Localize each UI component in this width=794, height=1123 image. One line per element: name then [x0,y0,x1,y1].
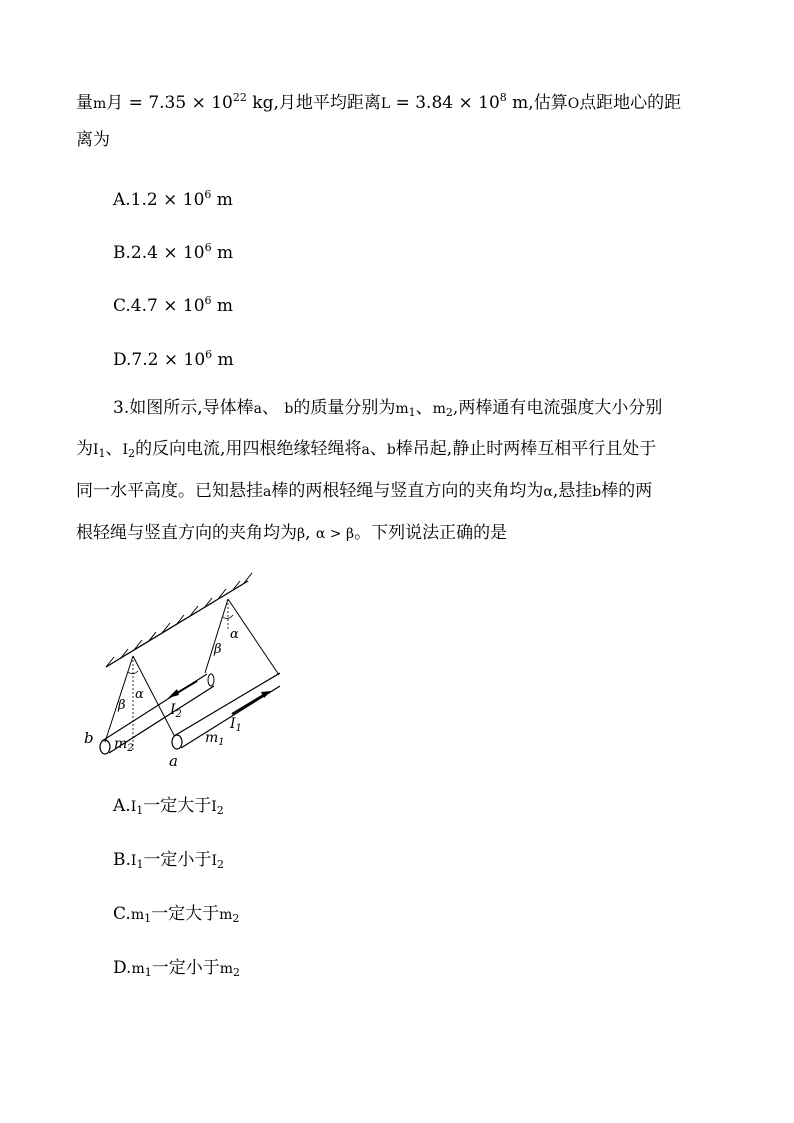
q2-option-c[interactable]: $C.4.7 \times 10^6$ m [113,294,234,316]
q2-stem-line-2: 离为 [76,130,110,150]
label-a: a [169,752,178,770]
q3-option-a[interactable]: $A.I_1$一定大于$I_2$ [113,796,224,817]
label-m1: $m_1$ [205,730,225,748]
rod-a [172,673,280,749]
q3-option-d[interactable]: $D.m_1$一定小于$m_2$ [113,958,240,979]
label-alpha-left: α [135,687,144,702]
q3-stem-line-1: 3.如图所示,导体棒a、 b的质量分别为$m_1$、$m_2$,两棒通有电流强度大小分别 [113,398,663,419]
q3-stem-line-4: 根轻绳与竖直方向的夹角均为β, α > β。下列说法正确的是 [76,523,508,543]
q3-option-c[interactable]: $C.m_1$一定大于$m_2$ [113,904,240,925]
label-alpha-right: α [230,627,239,642]
label-m2: $m_2$ [114,736,134,754]
label-beta-left: β [118,698,126,713]
q3-figure [80,565,280,775]
q2-stem-line-1: 量m月 = $7.35 \times 10^{22}$ kg,月地平均距离$L = 3.84 \times 10^8$ m,估算O点距地心的距 [76,91,682,113]
q3-option-b[interactable]: $B.I_1$一定小于$I_2$ [113,850,224,871]
ceiling-hatching [106,573,252,667]
label-b: b [84,729,94,747]
q2-option-d[interactable]: $D.7.2 \times 10^6$ m [113,348,234,370]
arrow-I1-icon [232,691,271,714]
label-I2: $I_2$ [170,702,182,720]
arrow-I2-icon [168,681,197,698]
q2-option-b[interactable]: $B.2.4 \times 10^6$ m [113,241,234,263]
label-I1: $I_1$ [230,716,242,734]
ropes-right [205,599,279,675]
q3-stem-line-2: 为$I_1$、$I_2$的反向电流,用四根绝缘轻绳将a、b棒吊起,静止时两棒互相平行且处于 [76,439,657,460]
q3-stem-line-3: 同一水平高度。已知悬挂a棒的两根轻绳与竖直方向的夹角均为α,悬挂b棒的两 [76,481,653,501]
label-beta-right: β [214,642,222,657]
q2-option-a[interactable]: $A.1.2 \times 10^6$ m [113,188,233,210]
